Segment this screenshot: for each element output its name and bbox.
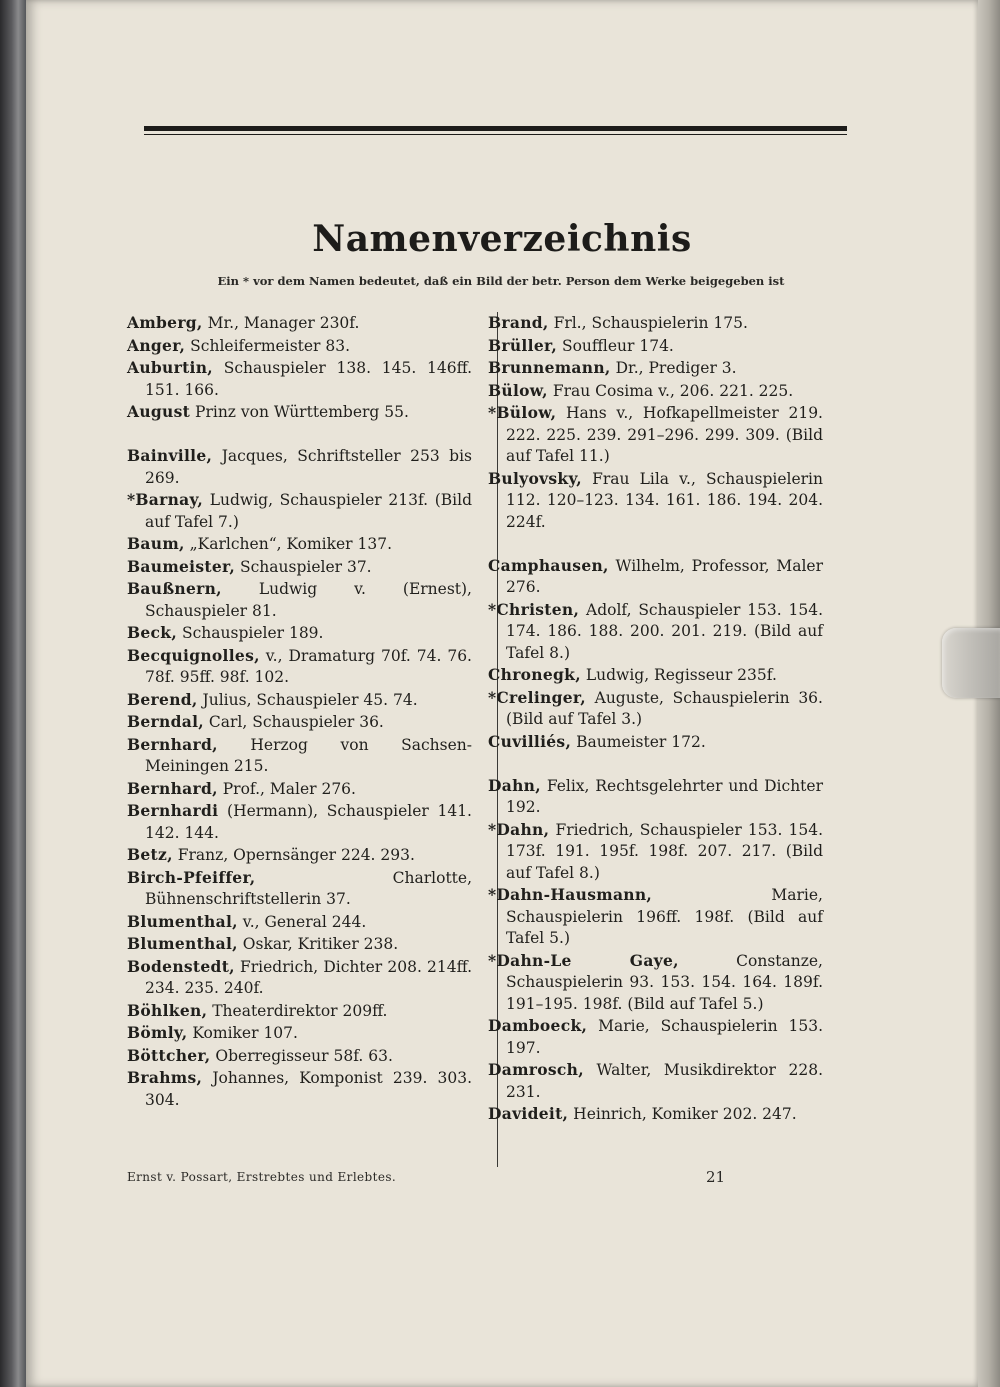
entry-name: Anger,	[127, 335, 186, 355]
entry-details: Frl., Schauspielerin 175.	[553, 314, 748, 332]
index-entry	[488, 1015, 823, 1059]
entry-details: Herzog von Sachsen-Meiningen 215.	[145, 735, 472, 775]
entry-name: *Crelinger,	[488, 687, 586, 707]
entry-details: Schauspieler 138. 145. 146ff. 151. 166.	[145, 359, 472, 399]
index-entry	[488, 1103, 823, 1126]
entry-name: Betz,	[127, 845, 173, 864]
index-entry	[488, 468, 823, 534]
entry-name: Brüller,	[488, 335, 558, 355]
entry-details: Friedrich, Schauspieler 153. 154. 173f. 191. 195f. 198f. 207. 217. (Bild auf Tafel 8.)	[506, 820, 823, 882]
index-entry	[127, 1045, 472, 1068]
index-entry	[127, 312, 472, 335]
entry-details: Hans v., Hofkapellmeister 219. 222. 225. 239. 291–296. 299. 309. (Bild auf Tafel 11.)	[506, 404, 823, 465]
index-entry	[127, 711, 472, 734]
index-entry	[488, 335, 823, 358]
entry-name: Bernhard,	[127, 734, 218, 754]
entry-details: Oberregisseur 58f. 63.	[215, 1046, 393, 1065]
entry-name: Baumeister,	[127, 556, 236, 576]
entry-details: Souffleur 174.	[561, 336, 674, 355]
entry-details: Theaterdirektor 209ff.	[212, 1001, 388, 1020]
entry-details: (Hermann), Schauspieler 141. 142. 144.	[145, 802, 472, 842]
entry-details: Schleifermeister 83.	[190, 336, 351, 355]
entry-details: Heinrich, Komiker 202. 247.	[573, 1105, 797, 1123]
entry-name: Dahn,	[488, 775, 541, 795]
entry-name: Bömly,	[127, 1023, 188, 1042]
index-entry	[127, 933, 472, 956]
entry-group-gap	[488, 533, 823, 555]
index-entry	[488, 687, 823, 731]
entry-name: Böhlken,	[127, 1000, 208, 1020]
index-entry	[127, 1067, 472, 1111]
entry-name: Bodenstedt,	[127, 956, 235, 976]
index-entry	[488, 731, 823, 754]
index-entry	[488, 380, 823, 403]
entry-details: Marie, Schauspielerin 153. 197.	[506, 1017, 823, 1057]
entry-name: Brand,	[488, 313, 549, 332]
entry-details: Jacques, Schriftsteller 253 bis 269.	[145, 447, 472, 487]
entry-details: v., Dramaturg 70f. 74. 76. 78f. 95ff. 98f. 102.	[145, 646, 472, 686]
index-entry	[488, 599, 823, 665]
entry-name: Bülow,	[488, 380, 548, 400]
index-entry	[127, 489, 472, 533]
entry-name: *Barnay,	[127, 490, 204, 509]
entry-name: August	[127, 402, 191, 421]
entry-name: Cuvilliés,	[488, 731, 572, 751]
index-entry	[127, 533, 472, 556]
index-entry	[488, 1059, 823, 1103]
entry-name: Amberg,	[127, 313, 203, 332]
index-entry	[127, 689, 472, 712]
entry-details: Frau Cosima v., 206. 221. 225.	[552, 381, 794, 400]
entry-details: Auguste, Schauspielerin 36. (Bild auf Tafel 3.)	[506, 688, 823, 728]
entry-name: *Christen,	[488, 599, 580, 619]
header-rule-thin	[144, 134, 847, 135]
book-spine	[0, 0, 26, 1387]
index-entry	[488, 884, 823, 950]
index-entry	[127, 1022, 472, 1045]
index-entry	[488, 555, 823, 599]
entry-name: Blumenthal,	[127, 934, 238, 953]
index-entry	[127, 622, 472, 645]
entry-name: Damboeck,	[488, 1016, 588, 1035]
entry-name: *Dahn,	[488, 819, 550, 839]
index-entry	[127, 445, 472, 489]
entry-name: Böttcher,	[127, 1045, 211, 1065]
entry-name: *Bülow,	[488, 403, 557, 422]
page-title: Namenverzeichnis	[312, 218, 692, 260]
index-entry	[127, 867, 472, 911]
entry-name: Bernhardi	[127, 801, 219, 820]
entry-details: Ludwig v. (Ernest), Schauspieler 81.	[145, 580, 472, 620]
entry-details: Marie, Schauspielerin 196ff. 198f. (Bild auf Tafel 5.)	[506, 886, 823, 947]
entry-details: Felix, Rechtsgelehrter und Dichter 192.	[506, 776, 823, 816]
entry-name: Brahms,	[127, 1068, 203, 1087]
entry-details: Schauspieler 37.	[239, 557, 372, 576]
entry-name: *Dahn-Hausmann,	[488, 885, 653, 904]
entry-name: Davideit,	[488, 1104, 569, 1123]
entry-name: Beck,	[127, 623, 178, 642]
entry-details: Schauspieler 189.	[181, 624, 324, 642]
entry-details: Mr., Manager 230f.	[207, 314, 360, 332]
index-entry	[127, 778, 472, 801]
entry-details: Friedrich, Dichter 208. 214ff. 234. 235. 240f.	[145, 957, 472, 997]
index-entry	[488, 402, 823, 468]
index-entry	[127, 556, 472, 579]
entry-details: Adolf, Schauspieler 153. 154. 174. 186. 188. 200. 201. 219. (Bild auf Tafel 8.)	[506, 600, 823, 662]
entry-name: Berend,	[127, 689, 198, 709]
index-entry	[488, 950, 823, 1016]
index-entry	[127, 734, 472, 778]
entry-name: Chronegk,	[488, 665, 581, 684]
entry-details: Ludwig, Schauspieler 213f. (Bild auf Tafel 7.)	[145, 491, 473, 531]
entry-name: Auburtin,	[127, 358, 213, 377]
index-entry	[127, 578, 472, 622]
entry-group-gap	[127, 424, 472, 446]
index-entry	[488, 357, 823, 380]
index-entry	[488, 664, 823, 687]
entry-details: Baumeister 172.	[576, 732, 706, 751]
entry-name: Bulyovsky,	[488, 468, 582, 488]
entry-details: v., General 244.	[242, 912, 367, 931]
entry-details: Walter, Musikdirektor 228. 231.	[506, 1061, 823, 1101]
entry-name: *Dahn-Le Gaye,	[488, 950, 679, 970]
entry-name: Camphausen,	[488, 555, 609, 575]
entry-details: Wilhelm, Professor, Maler 276.	[506, 556, 823, 596]
entry-details: Carl, Schauspieler 36.	[208, 713, 384, 731]
index-entry	[127, 645, 472, 689]
entry-details: Prinz von Württemberg 55.	[195, 403, 409, 421]
index-entry	[488, 819, 823, 885]
entry-details: Komiker 107.	[192, 1024, 298, 1042]
page-number: 21	[706, 1168, 726, 1186]
entry-group-gap	[488, 753, 823, 775]
book-page	[26, 0, 978, 1387]
index-entry	[127, 1000, 472, 1023]
index-entry	[488, 775, 823, 819]
index-entry	[127, 357, 472, 401]
entry-details: Constanze, Schauspielerin 93. 153. 154. 164. 189f. 191–195. 198f. (Bild auf Tafel 5.)	[506, 951, 823, 1013]
entry-name: Becquignolles,	[127, 645, 260, 665]
entry-name: Berndal,	[127, 712, 204, 731]
entry-details: Julius, Schauspieler 45. 74.	[202, 690, 418, 709]
index-entry	[127, 844, 472, 867]
entry-details: Ludwig, Regisseur 235f.	[585, 666, 777, 684]
entry-name: Bainville,	[127, 446, 213, 465]
entry-name: Damrosch,	[488, 1060, 584, 1079]
entry-details: Frau Lila v., Schauspielerin 112. 120–123. 134. 161. 186. 194. 204. 224f.	[506, 469, 823, 531]
index-column-left	[127, 312, 472, 1111]
entry-details: Dr., Prediger 3.	[615, 359, 737, 377]
entry-name: Baußnern,	[127, 579, 222, 598]
index-column-right	[488, 312, 823, 1126]
page-subtitle: Ein * vor dem Namen bedeutet, daß ein Bild der betr. Person dem Werke beigegeben ist	[217, 274, 785, 288]
index-entry	[127, 401, 472, 424]
entry-details: Oskar, Kritiker 238.	[242, 935, 399, 953]
entry-name: Blumenthal,	[127, 911, 238, 931]
page-footer: Ernst v. Possart, Erstrebtes und Erlebtes.	[127, 1170, 397, 1184]
index-entry	[127, 335, 472, 358]
page-clip-tab	[942, 628, 1000, 698]
entry-details: Charlotte, Bühnenschriftstellerin 37.	[145, 868, 472, 908]
entry-name: Bernhard,	[127, 778, 218, 798]
header-rule-thick	[144, 126, 847, 131]
entry-details: „Karlchen“, Komiker 137.	[189, 535, 393, 553]
index-entry	[127, 800, 472, 844]
entry-details: Johannes, Komponist 239. 303. 304.	[145, 1069, 472, 1109]
index-entry	[127, 911, 472, 934]
entry-name: Baum,	[127, 534, 185, 553]
entry-name: Brunnemann,	[488, 358, 611, 377]
entry-details: Franz, Opernsänger 224. 293.	[177, 846, 415, 864]
entry-name: Birch-Pfeiffer,	[127, 867, 256, 887]
entry-details: Prof., Maler 276.	[222, 779, 356, 798]
index-entry	[488, 312, 823, 335]
index-entry	[127, 956, 472, 1000]
